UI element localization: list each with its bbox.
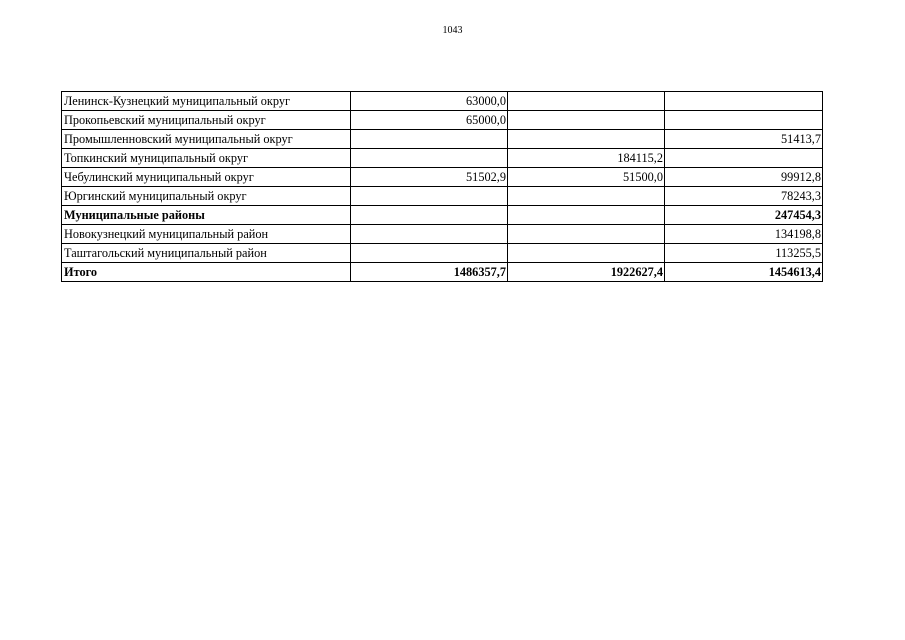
row-name-cell: Промышленновский муниципальный округ [62,130,351,149]
value-cell-2: 1922627,4 [508,263,665,282]
value-cell-3: 247454,3 [665,206,823,225]
value-cell-3: 99912,8 [665,168,823,187]
value-cell-2: 184115,2 [508,149,665,168]
table-row [62,244,823,263]
row-name-cell: Новокузнецкий муниципальный район [62,225,351,244]
value-cell-1: 51502,9 [351,168,508,187]
table-row [62,206,823,225]
value-cell-1 [351,244,508,263]
table-row [62,187,823,206]
row-name-cell: Таштагольский муниципальный район [62,244,351,263]
value-cell-3 [665,149,823,168]
row-name-cell: Ленинск-Кузнецкий муниципальный округ [62,92,351,111]
value-cell-2 [508,225,665,244]
value-cell-2 [508,187,665,206]
value-cell-1: 65000,0 [351,111,508,130]
value-cell-1 [351,187,508,206]
value-cell-3: 134198,8 [665,225,823,244]
row-name-cell: Топкинский муниципальный округ [62,149,351,168]
value-cell-1: 1486357,7 [351,263,508,282]
value-cell-3: 113255,5 [665,244,823,263]
value-cell-1 [351,206,508,225]
value-cell-2 [508,111,665,130]
value-cell-2 [508,92,665,111]
table-row [62,92,823,111]
table-row [62,130,823,149]
value-cell-2: 51500,0 [508,168,665,187]
budget-table [61,91,823,282]
table-row [62,149,823,168]
table-row [62,111,823,130]
row-name-cell: Итого [62,263,351,282]
value-cell-1: 63000,0 [351,92,508,111]
row-name-cell: Прокопьевский муниципальный округ [62,111,351,130]
table-row [62,168,823,187]
row-name-cell: Муниципальные районы [62,206,351,225]
value-cell-3 [665,92,823,111]
value-cell-3: 1454613,4 [665,263,823,282]
page-number: 1043 [442,25,463,36]
table-row [62,263,823,282]
row-name-cell: Чебулинский муниципальный округ [62,168,351,187]
value-cell-2 [508,244,665,263]
table-body [62,92,823,282]
row-name-cell: Юргинский муниципальный округ [62,187,351,206]
value-cell-3: 78243,3 [665,187,823,206]
table-row [62,225,823,244]
value-cell-1 [351,149,508,168]
value-cell-3: 51413,7 [665,130,823,149]
value-cell-2 [508,130,665,149]
value-cell-2 [508,206,665,225]
value-cell-1 [351,130,508,149]
value-cell-3 [665,111,823,130]
value-cell-1 [351,225,508,244]
